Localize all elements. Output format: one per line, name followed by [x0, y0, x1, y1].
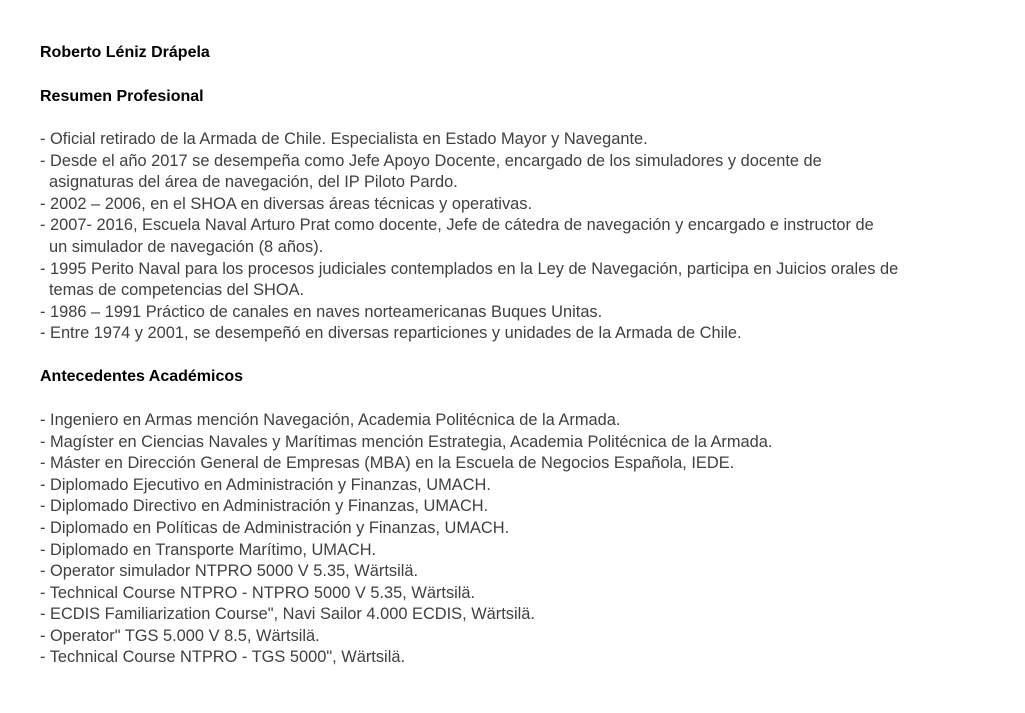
spacer	[40, 108, 1000, 130]
spacer	[40, 388, 1000, 410]
antecedentes-line: - Technical Course NTPRO - NTPRO 5000 V 5.35, Wärtsilä.	[40, 583, 476, 602]
section-title-resumen: Resumen Profesional	[40, 87, 204, 105]
cv-document	[40, 42, 1000, 669]
resumen-line: - 1995 Perito Naval para los procesos judiciales contemplados en la Ley de Navegación, participa en Juicios orales de	[40, 259, 899, 278]
antecedentes-line: - Magíster en Ciencias Navales y Marítimas mención Estrategia, Academia Politécnica de la Armada.	[40, 432, 773, 451]
antecedentes-line: - Máster en Dirección General de Empresas (MBA) en la Escuela de Negocios Española, IEDE.	[40, 454, 735, 473]
resumen-list	[40, 129, 1000, 345]
resumen-line: - Oficial retirado de la Armada de Chile. Especialista en Estado Mayor y Navegante.	[40, 130, 648, 148]
antecedentes-line: - Diplomado en Políticas de Administración y Finanzas, UMACH.	[40, 518, 510, 537]
person-name: Roberto Léniz Drápela	[40, 44, 210, 61]
antecedentes-line: - ECDIS Familiarization Course", Navi Sailor 4.000 ECDIS, Wärtsilä.	[40, 605, 535, 624]
resumen-line: - 2002 – 2006, en el SHOA en diversas áreas técnicas y operativas.	[40, 194, 532, 213]
antecedentes-line: - Diplomado Directivo en Administración y Finanzas, UMACH.	[40, 497, 489, 516]
antecedentes-line: - Diplomado Ejecutivo en Administración y Finanzas, UMACH.	[40, 475, 491, 494]
resumen-line-continuation: un simulador de navegación (8 años).	[49, 237, 324, 256]
antecedentes-line: - Operator simulador NTPRO 5000 V 5.35, Wärtsilä.	[40, 562, 419, 581]
antecedentes-line: - Technical Course NTPRO - TGS 5000", Wärtsilä.	[40, 648, 406, 667]
section-title-antecedentes: Antecedentes Académicos	[40, 368, 244, 386]
antecedentes-line: - Ingeniero en Armas mención Navegación, Academia Politécnica de la Armada.	[40, 410, 621, 429]
antecedentes-line: - Diplomado en Transporte Marítimo, UMACH.	[40, 540, 377, 559]
resumen-line: - Desde el año 2017 se desempeña como Jefe Apoyo Docente, encargado de los simuladores y docente de	[40, 151, 822, 170]
spacer	[40, 345, 1000, 367]
resumen-line: - Entre 1974 y 2001, se desempeñó en diversas reparticiones y unidades de la Armada de Chile.	[40, 324, 742, 343]
resumen-line: - 2007- 2016, Escuela Naval Arturo Prat como docente, Jefe de cátedra de navegación y encargado e instructor de	[40, 216, 874, 235]
antecedentes-line: - Operator" TGS 5.000 V 8.5, Wärtsilä.	[40, 626, 320, 645]
resumen-line-continuation: temas de competencias del SHOA.	[49, 281, 305, 300]
resumen-line-continuation: asignaturas del área de navegación, del IP Piloto Pardo.	[49, 173, 458, 192]
resumen-line: - 1986 – 1991 Práctico de canales en naves norteamericanas Buques Unitas.	[40, 302, 603, 321]
spacer	[40, 64, 1000, 86]
antecedentes-list	[40, 410, 1000, 669]
